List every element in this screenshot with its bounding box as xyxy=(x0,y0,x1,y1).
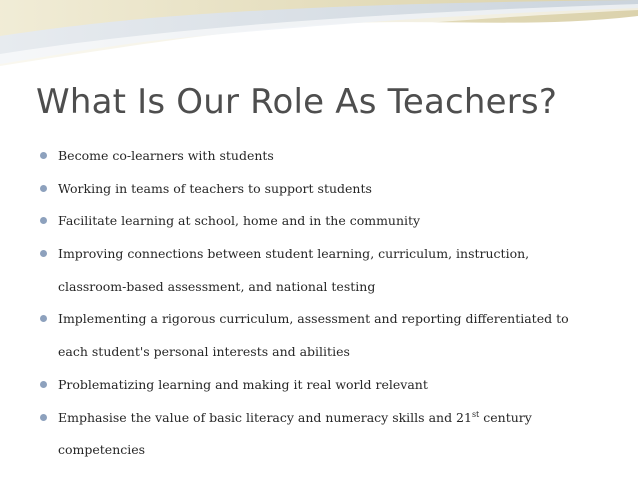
bullet-text: Emphasise the value of basic literacy and numeracy skills and 21 xyxy=(58,409,472,425)
slide-title: What Is Our Role As Teachers? xyxy=(36,82,558,122)
bullet-text-tail: century xyxy=(479,409,532,425)
bullet-item xyxy=(38,372,628,405)
bullet-text: Improving connections between student learning, curriculum, instruction, xyxy=(58,246,530,262)
bullet-dot-icon xyxy=(40,315,47,322)
bullet-text: Implementing a rigorous curriculum, assessment and reporting differentiated to xyxy=(58,311,569,327)
bullet-text: Become co-learners with students xyxy=(58,148,274,163)
header-ribbon-decoration xyxy=(0,0,638,80)
ordinal-superscript: st xyxy=(471,409,480,419)
bullet-text-line xyxy=(58,405,628,438)
bullet-item xyxy=(38,306,628,371)
bullet-dot-icon xyxy=(40,152,47,159)
bullet-item xyxy=(38,241,628,306)
bullet-item xyxy=(38,208,628,241)
bullet-text: Facilitate learning at school, home and in the community xyxy=(58,213,421,229)
bullet-item xyxy=(38,405,628,470)
bullet-list xyxy=(38,143,628,470)
bullet-item xyxy=(38,176,628,209)
bullet-text-continuation: competencies xyxy=(58,442,146,458)
bullet-item xyxy=(38,143,628,176)
bullet-text: Problematizing learning and making it real world relevant xyxy=(58,376,428,392)
bullet-text-continuation: each student's personal interests and abilities xyxy=(58,344,350,360)
bullet-text: Working in teams of teachers to support students xyxy=(58,180,372,196)
bullet-dot-icon xyxy=(40,185,47,192)
bullet-dot-icon xyxy=(40,250,47,257)
bullet-dot-icon xyxy=(40,381,47,388)
bullet-dot-icon xyxy=(40,414,47,421)
bullet-text-continuation: classroom-based assessment, and national testing xyxy=(58,278,376,294)
bullet-dot-icon xyxy=(40,217,47,224)
